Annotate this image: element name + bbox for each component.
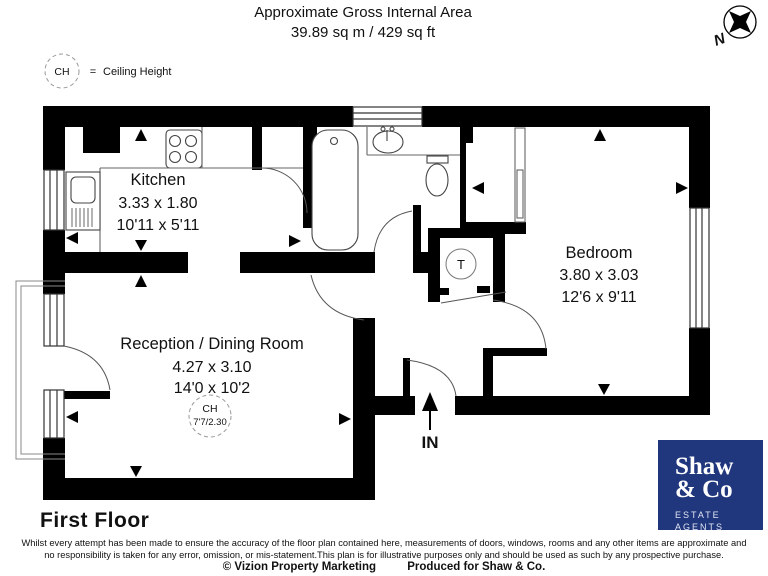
reception-metric: 4.27 x 3.10 bbox=[172, 359, 252, 376]
reception-door-arc bbox=[311, 275, 364, 320]
entrance-label: IN bbox=[421, 433, 439, 452]
compass-north-label: N bbox=[711, 30, 728, 50]
credit-left: © Vizion Property Marketing bbox=[222, 561, 377, 573]
hob-icon bbox=[166, 130, 202, 168]
bedroom-window bbox=[690, 208, 709, 328]
closet-icon bbox=[515, 128, 525, 222]
bedroom-metric: 3.80 x 3.03 bbox=[559, 267, 639, 284]
tank-label: T bbox=[457, 257, 465, 272]
kitchen-door-arc bbox=[262, 168, 307, 213]
disclaimer-line1: Whilst every attempt has been made to ensure the accuracy of the floor plan contained here, measurements of doors, windows, rooms and any other items are approximate and bbox=[21, 538, 747, 548]
credit-right: Produced for Shaw & Co. bbox=[407, 561, 546, 573]
floor-title: First Floor bbox=[40, 509, 150, 532]
shawco-logo bbox=[658, 440, 763, 530]
bathtub-icon bbox=[312, 130, 358, 250]
kitchen-window bbox=[44, 170, 64, 230]
legend-ch-symbol: CH bbox=[54, 66, 70, 78]
toilet-icon bbox=[426, 156, 448, 196]
entrance-door-arc bbox=[407, 360, 456, 396]
logo-tag-line2: AGENTS bbox=[675, 522, 725, 532]
kitchen-imperial: 10'11 x 5'11 bbox=[116, 217, 200, 234]
legend-label: Ceiling Height bbox=[103, 66, 172, 78]
reception-name: Reception / Dining Room bbox=[120, 335, 304, 353]
washbasin-icon bbox=[367, 127, 460, 155]
bedroom-imperial: 12'6 x 9'11 bbox=[561, 289, 637, 306]
logo-tagline bbox=[675, 509, 763, 533]
bathroom-window bbox=[353, 107, 422, 126]
bedroom-door-arc bbox=[493, 300, 546, 349]
legend-equals: = bbox=[89, 66, 97, 78]
reception-imperial: 14'0 x 10'2 bbox=[173, 380, 251, 397]
room-labels bbox=[117, 171, 639, 397]
disclaimer-line2: no responsibility is taken for any error, omission, or mis-statement.This plan is for illustrative purposes only and should be used as such by any prospective purchase. bbox=[44, 550, 724, 560]
kitchen-name: Kitchen bbox=[130, 171, 186, 189]
logo-tag-line1: ESTATE bbox=[675, 510, 721, 520]
patio-door-panel-lower bbox=[44, 390, 64, 438]
logo-name-line1: Shaw bbox=[675, 453, 734, 480]
logo-name-line2: & Co bbox=[675, 476, 733, 503]
bedroom-name: Bedroom bbox=[565, 244, 633, 262]
bathroom-door-arc bbox=[374, 211, 412, 252]
ch-value: 7'7/2.30 bbox=[193, 417, 227, 428]
entrance-arrow-icon bbox=[422, 392, 438, 430]
patio-door-panel-upper bbox=[44, 294, 64, 346]
compass-icon bbox=[712, 6, 756, 50]
sink-icon bbox=[66, 172, 100, 230]
patio-door-arc bbox=[64, 346, 110, 390]
ceiling-height-circle bbox=[189, 395, 231, 437]
page-subtitle: 39.89 sq m / 429 sq ft bbox=[290, 24, 436, 41]
ch-symbol: CH bbox=[202, 403, 218, 415]
kitchen-metric: 3.33 x 1.80 bbox=[118, 195, 198, 212]
page-title: Approximate Gross Internal Area bbox=[254, 4, 472, 21]
credit-line bbox=[0, 561, 768, 573]
